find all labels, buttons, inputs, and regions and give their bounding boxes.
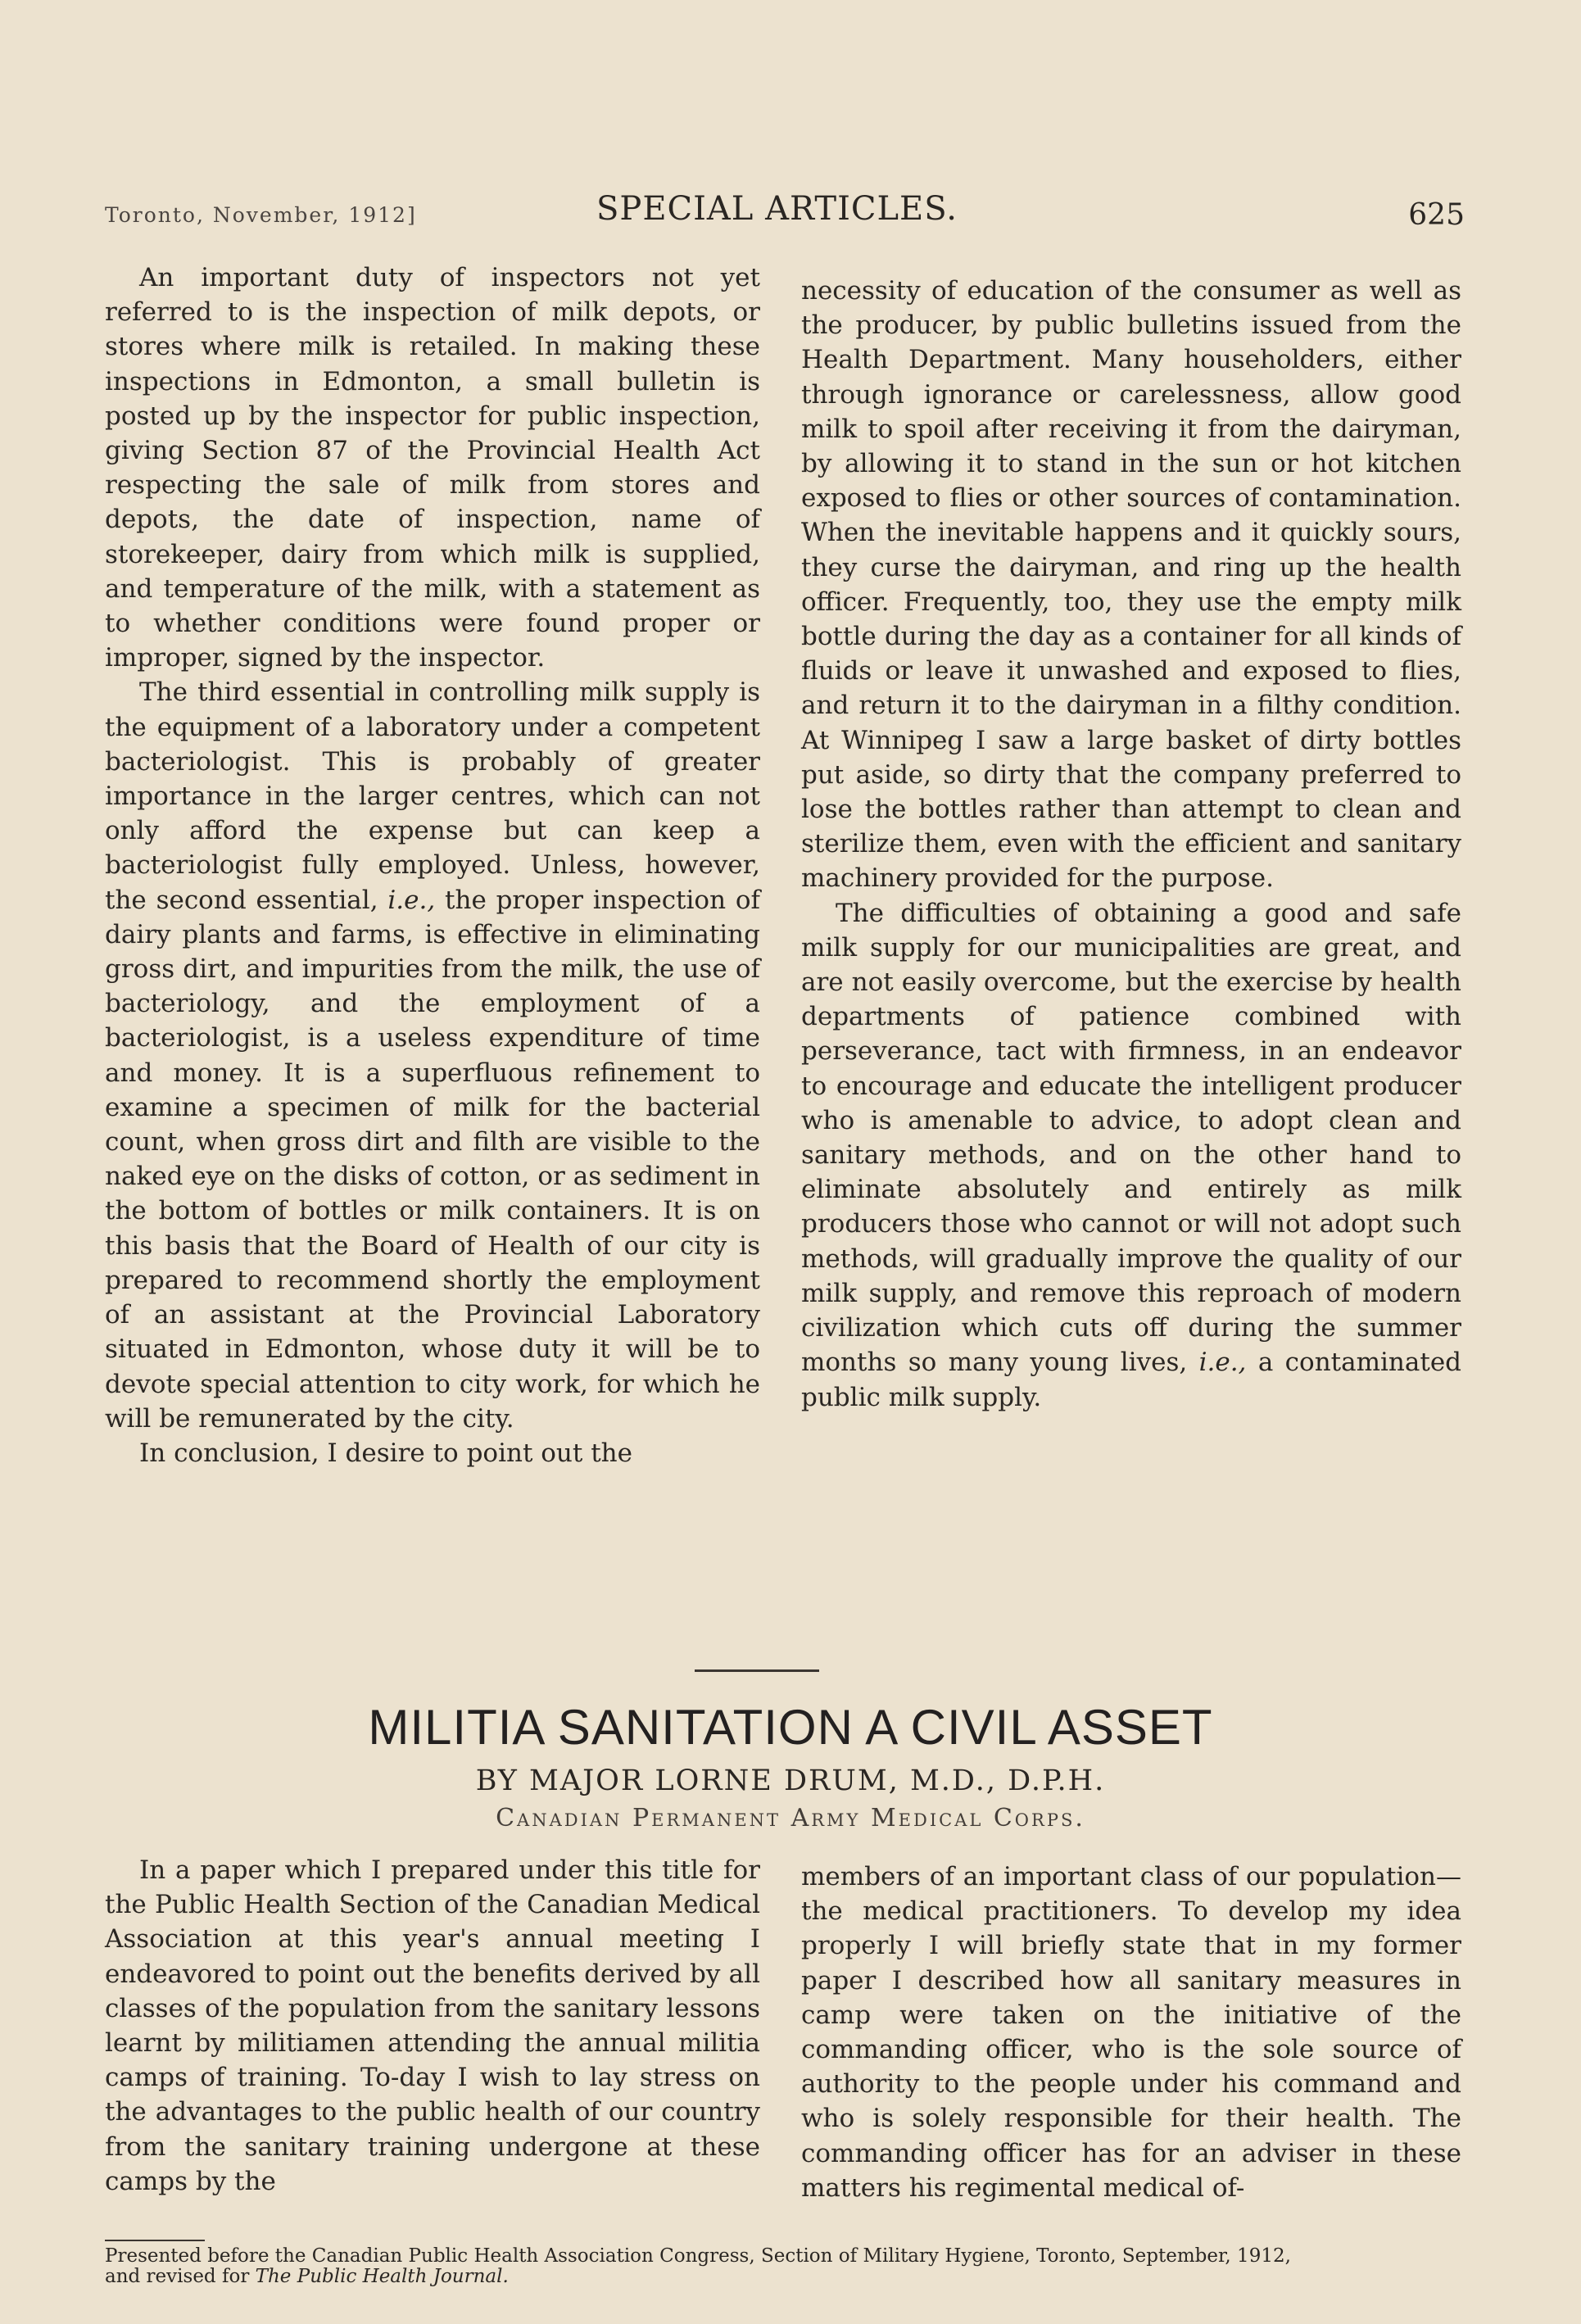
- article1-column-right: [801, 274, 1461, 1415]
- footnote-rule: [105, 2240, 205, 2241]
- footnote-prefix: and revised for: [105, 2266, 250, 2287]
- paragraph: In a paper which I prepared under this title for the Public Health Section of the Canadian Medical Association at this year's annual meeting I endeavored to point out the benefits derived by all classes of the population from the sanitary lessons learnt by militiamen attending the annual militia camps of training. To-day I wish to lay stress on the advantages to the public health of our country from the sanitary training undergone at these camps by the: [105, 1855, 760, 2196]
- paragraph: members of an important class of our population—the medical practitioners. To develop my idea properly I will briefly state that in my former paper I described how all sanitary measures in camp were taken on the initiative of the commanding officer, who is the sole source of authority to the people under his command and who is solely responsible for their health. The commanding officer has for an adviser in these matters his regimental medical of-: [801, 1862, 1461, 2203]
- header-location-date: Toronto, November, 1912]: [105, 203, 417, 227]
- page-number: 625: [1408, 198, 1465, 232]
- section-divider: [695, 1669, 819, 1672]
- running-header: [105, 190, 1465, 239]
- text-run: a contaminated public milk supply.: [801, 1348, 1462, 1412]
- footnote-line-2: [105, 2267, 1465, 2287]
- journal-name: The Public Health Journal.: [255, 2266, 509, 2287]
- text-run-italic: i.e.,: [387, 885, 436, 915]
- header-section-title: SPECIAL ARTICLES.: [596, 190, 958, 228]
- article2-column-left: [105, 1853, 760, 2199]
- footnote: [105, 2246, 1465, 2287]
- author-affiliation: Canadian Permanent Army Medical Corps.: [496, 1804, 1085, 1832]
- footnote-line-1: Presented before the Canadian Public Health Association Congress, Section of Military Hygiene, Toronto, September, 1912,: [105, 2245, 1291, 2267]
- paragraph: necessity of education of the consumer as well as the producer, by public bulletins issued from the Health Department. Many householders, either through ignorance or carelessness, allow good milk to spoil after receiving it from the dairyman, by allowing it to stand in the sun or hot kitchen exposed to flies or other sources of contamination. When the inevitable happens and it quickly sours, they curse the dairyman, and ring up the health officer. Frequently, too, they use the empty milk bottle during the day as a container for all kinds of fluids or leave it unwashed and exposed to flies, and return it to the dairyman in a filthy condition. At Winnipeg I saw a large basket of dirty bottles put aside, so dirty that the company preferred to lose the bottles rather than attempt to clean and sterilize them, even with the efficient and sanitary machinery provided for the purpose.: [801, 276, 1461, 894]
- paragraph: [801, 896, 1461, 1415]
- text-run-italic: i.e.,: [1198, 1348, 1247, 1378]
- article-title: MILITIA SANITATION A CIVIL ASSET: [368, 1700, 1213, 1755]
- text-run: the proper inspection of dairy plants and farms, is effective in eliminating gross dirt, and impurities from the milk, the use of bacteriology, and the employment of a bacteriologist, is a useless expenditure of time and money. It is a superfluous refinement to examine a specimen of milk for the bacterial count, when gross dirt and filth are visible to the naked eye on the disks of cotton, or as sediment in the bottom of bottles or milk containers. It is on this basis that the Board of Health of our city is prepared to recommend shortly the employment of an assistant at the Provincial Laboratory situated in Edmonton, whose duty it will be to devote special attention to city work, for which he will be remunerated by the city.: [105, 885, 760, 1434]
- paragraph: In conclusion, I desire to point out the: [139, 1438, 632, 1468]
- article1-column-left: [105, 260, 760, 1470]
- text-run: The difficulties of obtaining a good and safe milk supply for our municipalities are great, and are not easily overcome, but the exercise by health departments of patience combined with perseverance, tact with firmness, in an endeavor to encourage and educate the intelligent producer who is amenable to advice, to adopt clean and sanitary methods, and on the other hand to eliminate absolutely and entirely as milk producers those who cannot or will not adopt such methods, will gradually improve the quality of our milk supply, and remove this reproach of modern civilization which cuts off during the summer months so many young lives,: [801, 898, 1461, 1378]
- paragraph: An important duty of inspectors not yet referred to is the inspection of milk depots, or stores where milk is retailed. In making these inspections in Edmonton, a small bulletin is posted up by the inspector for public inspection, giving Section 87 of the Provincial Health Act respecting the sale of milk from stores and depots, the date of inspection, name of storekeeper, dairy from which milk is supplied, and temperature of the milk, with a statement as to whether conditions were found proper or improper, signed by the inspector.: [105, 263, 760, 673]
- article2-column-right: [801, 1860, 1461, 2205]
- article-byline: BY MAJOR LORNE DRUM, M.D., D.P.H.: [475, 1765, 1106, 1797]
- paragraph: [105, 675, 760, 1435]
- text-run: The third essential in controlling milk supply is the equipment of a laboratory under a competent bacteriologist. This is probably of greater importance in the larger centres, which can not only afford the expense but can keep a bacteriologist fully employed. Unless, however, the second essential,: [105, 677, 760, 915]
